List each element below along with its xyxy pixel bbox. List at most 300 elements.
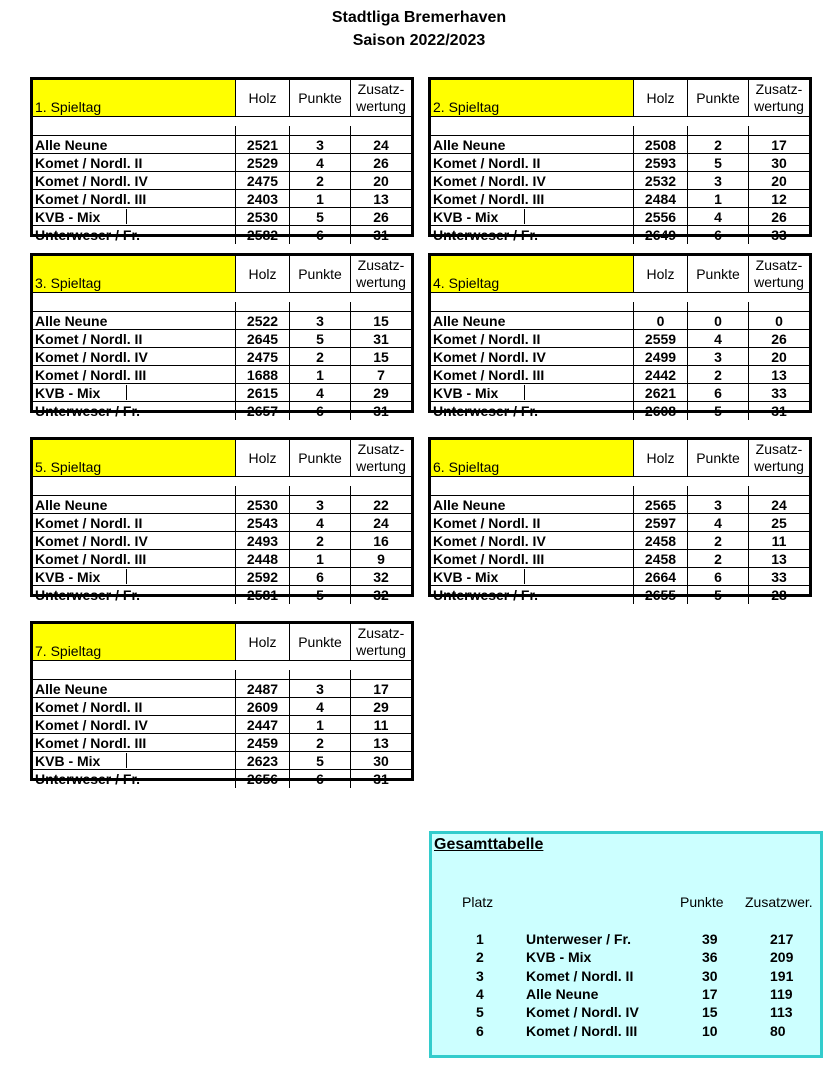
spacer-row bbox=[431, 486, 809, 496]
punkte-value: 3 bbox=[688, 496, 749, 514]
team-name bbox=[431, 136, 634, 154]
table-row bbox=[33, 312, 411, 330]
spieltag-label-cell bbox=[431, 80, 634, 116]
team-name bbox=[33, 752, 236, 770]
punkte-value: 3 bbox=[688, 172, 749, 190]
table-row bbox=[431, 312, 809, 330]
punkte-value: 4 bbox=[688, 330, 749, 348]
header-punkte: Punkte bbox=[290, 256, 351, 292]
holz-value: 1688 bbox=[236, 366, 290, 384]
zusatz-value: 32 bbox=[351, 568, 411, 586]
spacer-cell bbox=[236, 486, 290, 496]
spacer-cell bbox=[688, 126, 749, 136]
punkte-value: 1 bbox=[290, 190, 351, 208]
spieltag-table bbox=[428, 77, 812, 243]
spieltag-label: 7. Spieltag bbox=[35, 643, 102, 659]
zusatz-value: 119 bbox=[770, 985, 793, 1002]
team-name-text: Komet / Nordl. II bbox=[35, 331, 143, 347]
team-name: KVB - Mix bbox=[526, 949, 592, 966]
gesamt-row bbox=[432, 985, 820, 1003]
team-name bbox=[33, 348, 236, 366]
spacer-cell bbox=[236, 126, 290, 136]
zusatz-value: 31 bbox=[771, 403, 787, 419]
team-name bbox=[33, 208, 236, 226]
page-subtitle: Saison 2022/2023 bbox=[352, 32, 486, 49]
zusatz-value: 15 bbox=[351, 312, 411, 330]
table-row bbox=[33, 770, 411, 788]
table-row bbox=[33, 330, 411, 348]
header-punkte: Punkte bbox=[688, 80, 749, 116]
zusatz-value: 26 bbox=[749, 208, 809, 226]
team-name-text: Komet / Nordl. II bbox=[35, 155, 143, 171]
team-name-text: Unterweser / Fr. bbox=[35, 771, 141, 787]
team-name bbox=[431, 312, 634, 330]
zusatz-value: 0 bbox=[749, 312, 809, 330]
punkte-value: 6 bbox=[688, 568, 749, 586]
cell-divider bbox=[126, 209, 127, 224]
table-row bbox=[431, 154, 809, 172]
header-zusatzwertung bbox=[749, 256, 809, 292]
spieltag-table bbox=[428, 253, 812, 419]
spacer-cell bbox=[351, 486, 411, 496]
punkte-value: 5 bbox=[688, 586, 749, 604]
header-zusatz-line1: Zusatz- bbox=[755, 257, 803, 273]
platz-value: 1 bbox=[476, 931, 484, 947]
team-name bbox=[33, 514, 236, 532]
team-name-text: Unterweser / Fr. bbox=[35, 587, 141, 603]
spieltag-label-cell bbox=[431, 256, 634, 292]
spacer-cell bbox=[351, 126, 411, 136]
holz-value: 2623 bbox=[236, 752, 290, 770]
team-name-text: Komet / Nordl. IV bbox=[35, 173, 148, 189]
punkte-value: 2 bbox=[290, 734, 351, 752]
header-zusatzwertung: Zusatzwer. bbox=[745, 894, 813, 910]
spacer-cell bbox=[634, 126, 688, 136]
header-zusatz-line2: wertung bbox=[356, 458, 406, 474]
punkte-value: 6 bbox=[290, 770, 351, 788]
punkte-value: 1 bbox=[688, 190, 749, 208]
spieltag-body bbox=[33, 670, 411, 787]
table-row bbox=[431, 384, 809, 402]
zusatz-value: 7 bbox=[351, 366, 411, 384]
header-zusatz-line2: wertung bbox=[356, 274, 406, 290]
header-platz: Platz bbox=[462, 894, 494, 910]
spacer-row bbox=[431, 126, 809, 136]
table-row bbox=[33, 190, 411, 208]
spacer-cell bbox=[290, 486, 351, 496]
header-holz: Holz bbox=[236, 440, 290, 476]
spieltag-label-cell bbox=[33, 256, 236, 292]
holz-value: 2487 bbox=[236, 680, 290, 698]
zusatz-value: 26 bbox=[351, 208, 411, 226]
team-name bbox=[431, 172, 634, 190]
spieltag-label-cell bbox=[33, 80, 236, 116]
punkte-value: 15 bbox=[702, 1004, 718, 1021]
zusatz-value: 30 bbox=[351, 752, 411, 770]
table-row bbox=[33, 586, 411, 604]
holz-value: 2593 bbox=[634, 154, 688, 172]
spacer-cell bbox=[688, 302, 749, 312]
holz-value: 2529 bbox=[236, 154, 290, 172]
cell-divider bbox=[524, 569, 525, 584]
punkte-value: 1 bbox=[290, 716, 351, 734]
team-name-text: Alle Neune bbox=[35, 313, 108, 329]
team-name bbox=[431, 532, 634, 550]
spieltag-header bbox=[33, 624, 411, 661]
gesamt-row bbox=[432, 930, 820, 948]
cell-divider bbox=[126, 569, 127, 584]
team-name-text: Unterweser / Fr. bbox=[433, 587, 539, 603]
team-name-text: KVB - Mix bbox=[35, 753, 101, 769]
page-title: Stadtliga Bremerhaven bbox=[331, 9, 507, 26]
holz-value: 2581 bbox=[236, 586, 290, 604]
table-row bbox=[33, 532, 411, 550]
team-name bbox=[33, 384, 236, 402]
holz-value: 2559 bbox=[634, 330, 688, 348]
table-row bbox=[431, 568, 809, 586]
spacer-cell bbox=[290, 126, 351, 136]
header-zusatz-line2: wertung bbox=[754, 274, 804, 290]
punkte-value: 36 bbox=[702, 949, 718, 966]
spieltag-label: 3. Spieltag bbox=[35, 275, 102, 291]
team-name-text: Komet / Nordl. IV bbox=[433, 533, 546, 549]
team-name-text: Unterweser / Fr. bbox=[35, 227, 141, 243]
table-row bbox=[33, 172, 411, 190]
table-row bbox=[431, 226, 809, 244]
team-name bbox=[33, 402, 236, 420]
zusatz-value: 217 bbox=[770, 931, 794, 947]
holz-value: 2621 bbox=[634, 384, 688, 402]
holz-value: 2493 bbox=[236, 532, 290, 550]
holz-value: 2508 bbox=[634, 136, 688, 154]
punkte-value: 3 bbox=[290, 496, 351, 514]
holz-value: 2447 bbox=[236, 716, 290, 734]
cell-divider bbox=[126, 385, 127, 400]
zusatz-value: 26 bbox=[351, 154, 411, 172]
spieltag-body bbox=[33, 302, 411, 419]
gesamt-row bbox=[432, 1003, 820, 1021]
spacer-cell bbox=[290, 302, 351, 312]
platz-value: 5 bbox=[476, 1004, 484, 1021]
holz-value: 2475 bbox=[236, 348, 290, 366]
team-name bbox=[33, 586, 236, 604]
spacer-cell bbox=[351, 302, 411, 312]
team-name bbox=[431, 154, 634, 172]
team-name-text: KVB - Mix bbox=[433, 385, 499, 401]
zusatz-value: 12 bbox=[749, 190, 809, 208]
gesamt-row bbox=[432, 967, 820, 985]
punkte-value: 5 bbox=[290, 330, 351, 348]
team-name-text: Komet / Nordl. III bbox=[433, 551, 545, 567]
gesamt-row bbox=[432, 1022, 820, 1040]
spacer-row bbox=[33, 126, 411, 136]
header-holz: Holz bbox=[236, 256, 290, 292]
zusatz-value: 80 bbox=[770, 1022, 786, 1039]
zusatz-value: 13 bbox=[749, 550, 809, 568]
header-punkte: Punkte bbox=[688, 440, 749, 476]
punkte-value: 3 bbox=[290, 136, 351, 154]
punkte-value: 4 bbox=[290, 384, 351, 402]
zusatz-value: 15 bbox=[351, 348, 411, 366]
zusatz-value: 30 bbox=[749, 154, 809, 172]
zusatz-value: 20 bbox=[351, 172, 411, 190]
team-name: Komet / Nordl. III bbox=[526, 1022, 638, 1039]
zusatz-value: 17 bbox=[351, 680, 411, 698]
header-zusatzwertung bbox=[351, 256, 411, 292]
table-row bbox=[431, 586, 809, 604]
team-name bbox=[33, 734, 236, 752]
header-holz: Holz bbox=[236, 624, 290, 660]
table-row bbox=[33, 680, 411, 698]
table-row bbox=[431, 532, 809, 550]
team-name-text: KVB - Mix bbox=[433, 209, 499, 225]
team-name bbox=[33, 550, 236, 568]
punkte-value: 2 bbox=[688, 366, 749, 384]
team-name-text: Komet / Nordl. II bbox=[433, 331, 541, 347]
zusatz-value: 11 bbox=[351, 716, 411, 734]
holz-value: 2448 bbox=[236, 550, 290, 568]
punkte-value: 4 bbox=[290, 154, 351, 172]
team-name: Unterweser / Fr. bbox=[526, 931, 632, 947]
zusatz-value: 33 bbox=[749, 568, 809, 586]
header-holz: Holz bbox=[634, 440, 688, 476]
spieltag-table bbox=[30, 77, 414, 243]
zusatz-value: 22 bbox=[351, 496, 411, 514]
zusatz-value: 13 bbox=[749, 366, 809, 384]
team-name bbox=[33, 680, 236, 698]
team-name-text: Komet / Nordl. III bbox=[433, 191, 545, 207]
header-punkte: Punkte bbox=[290, 440, 351, 476]
punkte-value: 5 bbox=[688, 402, 749, 420]
team-name: Komet / Nordl. II bbox=[526, 967, 634, 984]
punkte-value: 5 bbox=[290, 586, 351, 604]
spieltag-table bbox=[30, 253, 414, 419]
zusatz-value: 113 bbox=[770, 1004, 793, 1021]
table-row bbox=[33, 226, 411, 244]
cell-divider bbox=[524, 209, 525, 224]
team-name bbox=[431, 496, 634, 514]
team-name bbox=[431, 190, 634, 208]
table-row bbox=[33, 366, 411, 384]
table-row bbox=[431, 330, 809, 348]
spieltag-table bbox=[30, 437, 414, 603]
spacer-cell bbox=[634, 486, 688, 496]
punkte-value: 3 bbox=[290, 312, 351, 330]
team-name bbox=[431, 208, 634, 226]
spieltag-label-cell bbox=[33, 624, 236, 660]
zusatz-value: 20 bbox=[749, 348, 809, 366]
zusatz-value: 209 bbox=[770, 949, 794, 966]
punkte-value: 4 bbox=[290, 514, 351, 532]
zusatz-value: 29 bbox=[351, 698, 411, 716]
table-row bbox=[33, 384, 411, 402]
holz-value: 2565 bbox=[634, 496, 688, 514]
zusatz-value: 31 bbox=[373, 771, 389, 787]
zusatz-value: 24 bbox=[749, 496, 809, 514]
holz-value: 2442 bbox=[634, 366, 688, 384]
spacer-cell bbox=[431, 486, 634, 496]
holz-value: 2645 bbox=[236, 330, 290, 348]
punkte-value: 39 bbox=[702, 931, 718, 947]
header-zusatz-line1: Zusatz- bbox=[755, 441, 803, 457]
header-zusatz-line2: wertung bbox=[356, 642, 406, 658]
team-name-text: Alle Neune bbox=[433, 497, 506, 513]
spieltag-body bbox=[431, 302, 809, 419]
spieltag-header bbox=[33, 256, 411, 293]
punkte-value: 6 bbox=[290, 402, 351, 420]
holz-value: 2592 bbox=[236, 568, 290, 586]
zusatz-value: 25 bbox=[749, 514, 809, 532]
zusatz-value: 24 bbox=[351, 514, 411, 532]
spieltag-label: 5. Spieltag bbox=[35, 459, 102, 475]
spieltag-label: 2. Spieltag bbox=[433, 99, 500, 115]
team-name-text: Komet / Nordl. IV bbox=[35, 533, 148, 549]
team-name bbox=[431, 550, 634, 568]
spacer-row bbox=[33, 670, 411, 680]
holz-value: 2664 bbox=[634, 568, 688, 586]
table-row bbox=[33, 752, 411, 770]
holz-value: 2649 bbox=[634, 226, 688, 244]
header-holz: Holz bbox=[634, 80, 688, 116]
zusatz-value: 13 bbox=[351, 734, 411, 752]
table-row bbox=[33, 348, 411, 366]
spieltag-header bbox=[431, 80, 809, 117]
zusatz-value: 28 bbox=[771, 587, 787, 603]
table-row bbox=[431, 172, 809, 190]
spieltag-header bbox=[33, 440, 411, 477]
table-row bbox=[431, 550, 809, 568]
zusatz-value: 24 bbox=[351, 136, 411, 154]
team-name bbox=[33, 154, 236, 172]
team-name-text: Komet / Nordl. II bbox=[433, 515, 541, 531]
spieltag-label: 6. Spieltag bbox=[433, 459, 500, 475]
holz-value: 2656 bbox=[236, 770, 290, 788]
table-row bbox=[33, 734, 411, 752]
punkte-value: 3 bbox=[688, 348, 749, 366]
punkte-value: 6 bbox=[688, 384, 749, 402]
team-name bbox=[33, 496, 236, 514]
platz-value: 6 bbox=[476, 1022, 484, 1039]
team-name bbox=[33, 226, 236, 244]
gesamttabelle-title: Gesamttabelle bbox=[434, 836, 544, 853]
spieltag-body bbox=[33, 126, 411, 243]
punkte-value: 2 bbox=[688, 550, 749, 568]
gesamt-row bbox=[432, 948, 820, 966]
header-zusatz-line1: Zusatz- bbox=[357, 625, 405, 641]
table-row bbox=[33, 208, 411, 226]
punkte-value: 4 bbox=[290, 698, 351, 716]
spieltag-label: 4. Spieltag bbox=[433, 275, 500, 291]
punkte-value: 5 bbox=[290, 208, 351, 226]
spacer-cell bbox=[749, 486, 809, 496]
punkte-value: 3 bbox=[290, 680, 351, 698]
punkte-value: 6 bbox=[688, 226, 749, 244]
spacer-cell bbox=[749, 302, 809, 312]
team-name bbox=[33, 532, 236, 550]
holz-value: 2609 bbox=[236, 698, 290, 716]
team-name bbox=[33, 136, 236, 154]
header-zusatz-line1: Zusatz- bbox=[357, 257, 405, 273]
holz-value: 2543 bbox=[236, 514, 290, 532]
punkte-value: 0 bbox=[688, 312, 749, 330]
team-name bbox=[431, 366, 634, 384]
zusatz-value: 31 bbox=[351, 330, 411, 348]
zusatz-value: 26 bbox=[749, 330, 809, 348]
punkte-value: 2 bbox=[290, 172, 351, 190]
table-row bbox=[431, 136, 809, 154]
holz-value: 2530 bbox=[236, 208, 290, 226]
header-zusatzwertung bbox=[351, 440, 411, 476]
team-name-text: KVB - Mix bbox=[35, 209, 101, 225]
table-row bbox=[33, 514, 411, 532]
zusatz-value: 11 bbox=[749, 532, 809, 550]
spieltag-label-cell bbox=[33, 440, 236, 476]
team-name-text: Komet / Nordl. III bbox=[35, 735, 147, 751]
spacer-cell bbox=[351, 670, 411, 680]
zusatz-value: 33 bbox=[749, 384, 809, 402]
team-name-text: Alle Neune bbox=[433, 313, 506, 329]
team-name-text: Komet / Nordl. II bbox=[433, 155, 541, 171]
header-zusatzwertung bbox=[351, 624, 411, 660]
punkte-value: 1 bbox=[290, 550, 351, 568]
spieltag-label: 1. Spieltag bbox=[35, 99, 102, 115]
holz-value: 2582 bbox=[236, 226, 290, 244]
spacer-cell bbox=[33, 486, 236, 496]
zusatz-value: 32 bbox=[373, 587, 389, 603]
header-zusatz-line1: Zusatz- bbox=[755, 81, 803, 97]
spacer-cell bbox=[33, 670, 236, 680]
spieltag-body bbox=[431, 126, 809, 243]
team-name bbox=[431, 226, 634, 244]
team-name-text: Komet / Nordl. IV bbox=[433, 173, 546, 189]
spacer-row bbox=[33, 486, 411, 496]
table-row bbox=[431, 348, 809, 366]
team-name bbox=[431, 384, 634, 402]
spieltag-header bbox=[431, 440, 809, 477]
spieltag-table bbox=[428, 437, 812, 603]
spacer-cell bbox=[688, 486, 749, 496]
table-row bbox=[33, 136, 411, 154]
header-punkte: Punkte bbox=[290, 624, 351, 660]
team-name-text: Unterweser / Fr. bbox=[433, 227, 539, 243]
platz-value: 3 bbox=[476, 967, 484, 984]
header-punkte: Punkte bbox=[680, 894, 724, 910]
spacer-cell bbox=[431, 302, 634, 312]
holz-value: 2484 bbox=[634, 190, 688, 208]
platz-value: 4 bbox=[476, 985, 484, 1002]
punkte-value: 10 bbox=[702, 1022, 718, 1039]
zusatz-value: 29 bbox=[351, 384, 411, 402]
team-name-text: Komet / Nordl. III bbox=[35, 551, 147, 567]
table-row bbox=[33, 698, 411, 716]
table-row bbox=[431, 366, 809, 384]
spieltag-label-cell bbox=[431, 440, 634, 476]
team-name-text: Unterweser / Fr. bbox=[35, 403, 141, 419]
header-holz: Holz bbox=[236, 80, 290, 116]
holz-value: 2657 bbox=[236, 402, 290, 420]
header-holz: Holz bbox=[634, 256, 688, 292]
punkte-value: 2 bbox=[688, 136, 749, 154]
team-name-text: Komet / Nordl. IV bbox=[35, 717, 148, 733]
holz-value: 2475 bbox=[236, 172, 290, 190]
header-zusatz-line1: Zusatz- bbox=[357, 81, 405, 97]
spacer-cell bbox=[33, 302, 236, 312]
punkte-value: 2 bbox=[290, 532, 351, 550]
holz-value: 2499 bbox=[634, 348, 688, 366]
team-name-text: Komet / Nordl. IV bbox=[35, 349, 148, 365]
holz-value: 2608 bbox=[634, 402, 688, 420]
punkte-value: 17 bbox=[702, 985, 718, 1002]
